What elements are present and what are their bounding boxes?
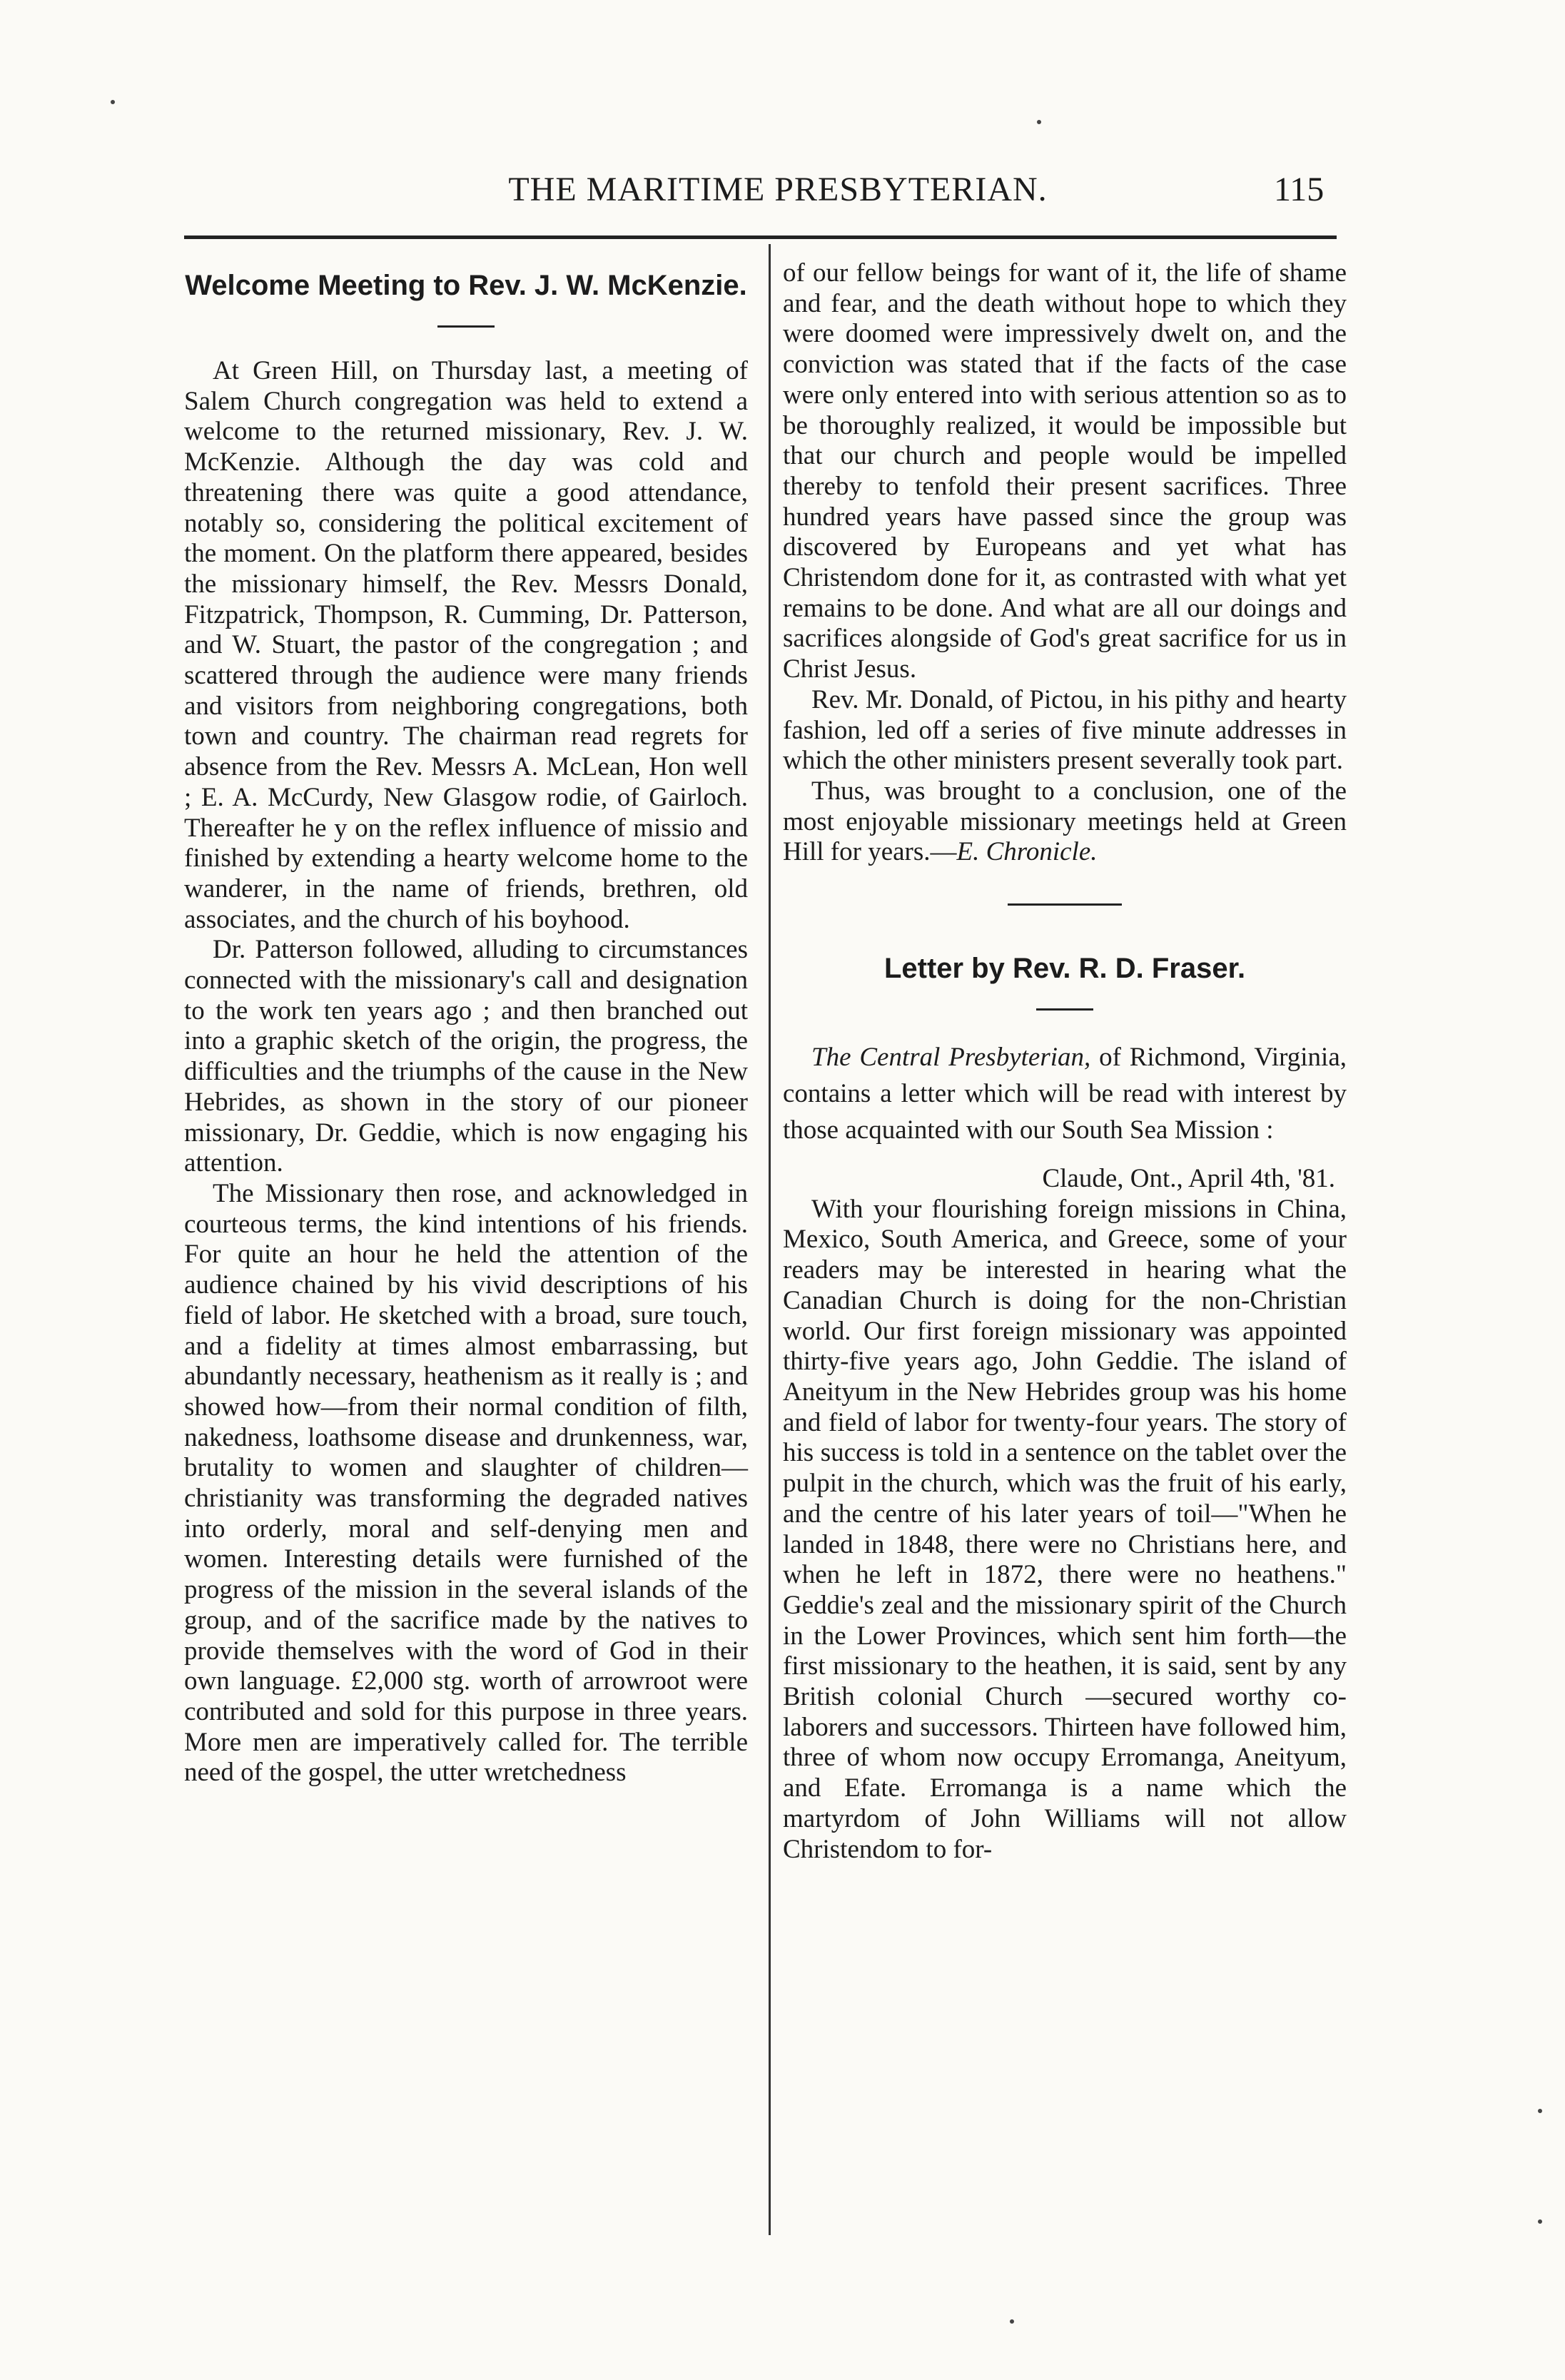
letter-dateline: Claude, Ont., April 4th, '81. xyxy=(1042,1164,1335,1194)
article-paragraph: Dr. Patterson followed, alluding to circumstances connected with the missionary's call and designation to the work ten years ago ; and then branched out into a graphic sketch of the origin, the progress, the difficulties and the triumphs of the cause in the New Hebrides, as shown in the story of our pioneer missionary, Dr. Geddie, which is now engaging his attention. xyxy=(184,935,748,1178)
article-closing xyxy=(783,776,1347,868)
article-paragraph: The Missionary then rose, and acknowledged in courteous terms, the kind intentions of his friends. For quite an hour he held the attention of the audience chained by his vivid descriptions of his field of labor. He sketched with a broad, sure touch, and a fidelity at times almost embarrassing, but abundantly necessary, heathenism as it really is ; and showed how—from their normal condition of filth, nakedness, loathsome disease and drunkenness, war, brutality to women and slaughter of children—christianity was transforming the degraded natives into orderly, moral and self-denying men and women. Interesting details were furnished of the progress of the mission in the several islands of the group, and of the sacrifice made by the natives to provide themselves with the word of God in their own language. £2,000 stg. worth of arrowroot were contributed and sold for this purpose in three years. More men are imperatively called for. The terrible need of the gospel, the utter wretchedness xyxy=(184,1178,748,1788)
left-column xyxy=(184,258,748,1788)
right-column xyxy=(783,258,1347,1865)
header-rule xyxy=(184,236,1337,239)
intro-source: The Central Presbyterian, xyxy=(811,1043,1091,1073)
scan-speck xyxy=(111,100,115,104)
page-number: 115 xyxy=(1274,171,1325,208)
article-heading-welcome-meeting: Welcome Meeting to Rev. J. W. McKenzie. xyxy=(185,270,747,301)
heading-rule xyxy=(437,325,495,328)
intro-rest: of Richmond, Virginia, contains a letter which will be read with interest by those acquainted with our South Sea Mission : xyxy=(783,1043,1347,1145)
letter-intro xyxy=(783,1039,1347,1148)
heading-rule xyxy=(1036,1008,1093,1011)
article-separator xyxy=(1008,903,1122,906)
scan-speck xyxy=(1037,120,1041,124)
letter-body: With your flourishing foreign missions in China, Mexico, South America, and Greece, some of your readers may be interested in hearing what the Canadian Church is doing for the non-Christian world. Our first foreign missionary was appointed thirty-five years ago, John Geddie. The island of Aneityum in the New Hebrides group was his home and field of labor for twenty-four years. The story of his success is told in a sentence on the tablet over the pulpit in the church, which was the fruit of his early, and the centre of his later years of toil—"When he landed in 1848, there were no Christians here, and when he left in 1872, there were no heathens." Geddie's zeal and the missionary spirit of the Church in the Lower Provinces, which sent him forth—the first missionary to the heathen, it is said, sent by any British colonial Church —secured worthy co-laborers and successors. Thirteen have followed him, three of whom now occupy Erromanga, Aneityum, and Efate. Erromanga is a name which the martyrdom of John Williams will not allow Christendom to for- xyxy=(783,1194,1347,1864)
article-paragraph: At Green Hill, on Thursday last, a meeting of Salem Church congregation was held to extend a welcome to the returned missionary, Rev. J. W. McKenzie. Although the day was cold and threatening there was quite a good attendance, notably so, considering the political excitement of the moment. On the platform there appeared, besides the missionary himself, the Rev. Messrs Donald, Fitzpatrick, Thompson, R. Cumming, Dr. Patterson, and W. Stuart, the pastor of the congregation ; and scattered through the audience were many friends and visitors from neighboring congregations, both town and country. The chairman read regrets for absence from the Rev. Messrs A. McLean, Hon well ; E. A. McCurdy, New Glasgow rodie, of Gairloch. Thereafter he y on the reflex influence of missio and finished by extending a hearty welcome home to the wanderer, in the name of friends, brethren, old associates, and the church of his boyhood. xyxy=(184,356,748,934)
column-divider xyxy=(769,244,771,2235)
closing-text: Thus, was brought to a conclusion, one of the most enjoyable missionary meetings held at Green Hill for years.— xyxy=(783,776,1347,867)
article-paragraph: of our fellow beings for want of it, the life of shame and fear, and the death without hope to which they were doomed were impressively dwelt on, and the conviction was stated that if the facts of the case were only entered into with serious attention so as to be thoroughly realized, it would be impossible but that our church and people would be impelled thereby to tenfold their present sacrifices. Three hundred years have passed since the group was discovered by Europeans and yet what has Christendom done for it, as contrasted with what yet remains to be done. And what are all our doings and sacrifices alongside of God's great sacrifice for us in Christ Jesus. xyxy=(783,258,1347,684)
scan-speck xyxy=(1538,2219,1542,2224)
running-title: THE MARITIME PRESBYTERIAN. xyxy=(508,171,1048,208)
article-heading-letter: Letter by Rev. R. D. Fraser. xyxy=(883,953,1246,985)
closing-source: E. Chronicle. xyxy=(956,837,1098,867)
article-paragraph: Rev. Mr. Donald, of Pictou, in his pithy and hearty fashion, led off a series of five minute addresses in which the other ministers present severally took part. xyxy=(783,684,1347,776)
scan-speck xyxy=(1010,2319,1014,2324)
scan-speck xyxy=(1538,2109,1542,2113)
